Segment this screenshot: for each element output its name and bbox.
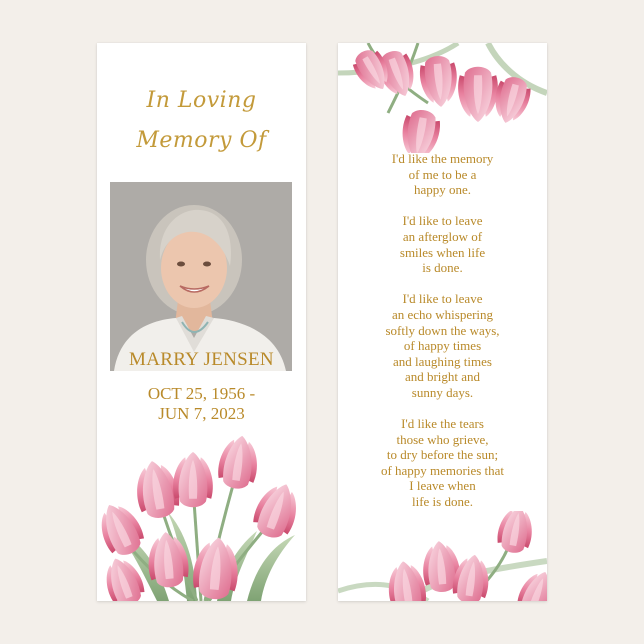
- poem-line: I'd like to leave: [402, 291, 483, 307]
- heading-in-loving: In Loving: [146, 88, 257, 113]
- heading-memory-of: Memory Of: [136, 128, 267, 153]
- poem-line: and bright and: [404, 369, 481, 385]
- poem-line: to dry before the sun;: [386, 447, 499, 463]
- poem-line: life is done.: [411, 494, 473, 510]
- portrait-photo: [110, 182, 292, 371]
- poem-line: is done.: [422, 260, 463, 276]
- poem-line: I'd like the memory: [391, 151, 494, 166]
- life-dates: [97, 384, 306, 424]
- tulip-cluster-bottom-illustration: [338, 511, 547, 601]
- tulip-bouquet-illustration: [97, 431, 306, 601]
- memorial-poem: [338, 151, 547, 525]
- poem-line: I leave when: [409, 478, 476, 494]
- back-bookmark-card: [338, 43, 547, 601]
- front-bookmark-card: [97, 43, 306, 601]
- poem-stanza: [338, 416, 547, 510]
- poem-line: smiles when life: [399, 244, 486, 260]
- deceased-name: MARRY JENSEN: [129, 349, 274, 370]
- tulip-cluster-top-illustration: [338, 43, 547, 153]
- poem-line: an afterglow of: [402, 228, 483, 244]
- birth-date: OCT 25, 1956 -: [147, 384, 256, 403]
- poem-line: those who grieve,: [396, 431, 489, 447]
- poem-line: and laughing times: [393, 353, 492, 369]
- poem-stanza: [338, 151, 547, 198]
- death-date: JUN 7, 2023: [158, 404, 245, 423]
- poem-stanza: [338, 291, 547, 400]
- poem-line: of happy memories that: [380, 462, 505, 478]
- poem-line: softly down the ways,: [385, 322, 500, 338]
- poem-line: an echo whispering: [391, 306, 494, 322]
- poem-line: sunny days.: [411, 384, 474, 400]
- poem-line: of me to be a: [408, 166, 477, 182]
- poem-line: I'd like to leave: [402, 213, 483, 229]
- poem-stanza: [338, 213, 547, 275]
- poem-line: happy one.: [413, 182, 472, 198]
- poem-line: I'd like the tears: [401, 416, 484, 432]
- poem-line: of happy times: [403, 338, 482, 354]
